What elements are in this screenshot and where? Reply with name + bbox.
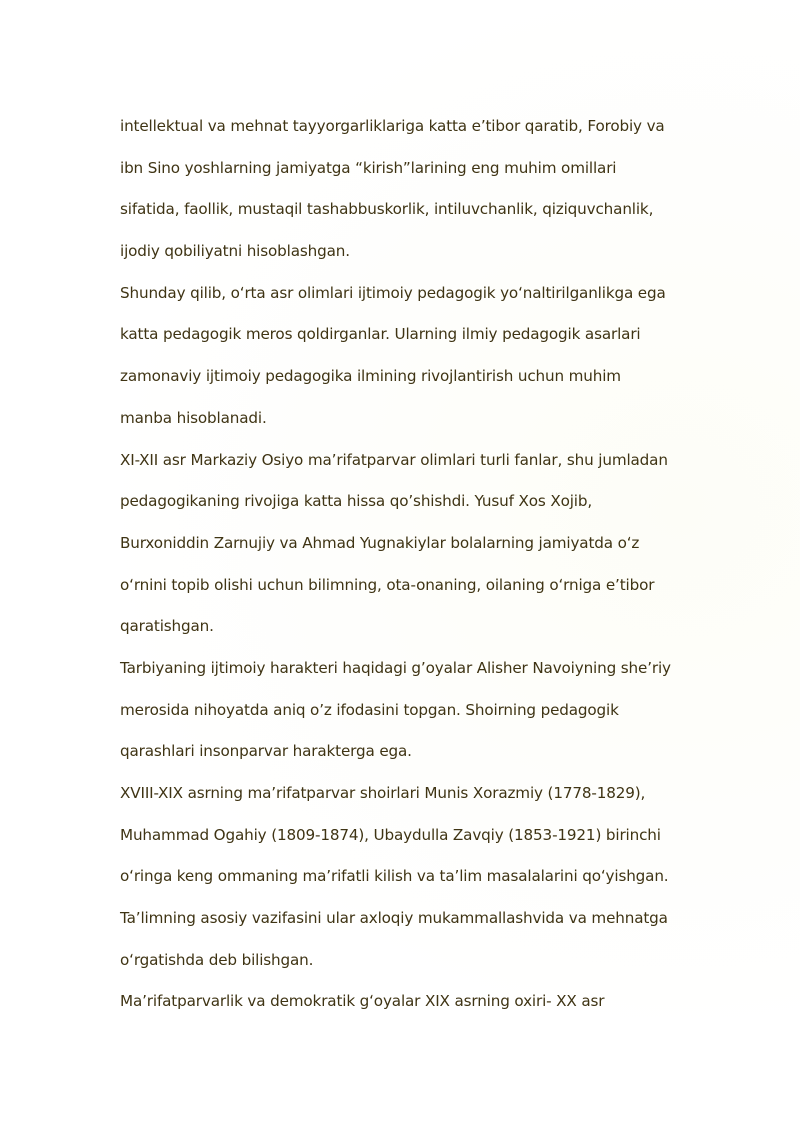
text-line: intellektual va mehnat tayyorgarliklariga katta e’tibor qaratib, Forobiy va [120, 117, 665, 135]
body-text [120, 112, 720, 1029]
text-line: Ma’rifatparvarlik va demokratik gʻoyalar XIX asrning oxiri- XX asr [120, 992, 605, 1011]
text-line: pedagogikaning rivojiga katta hissa qo’shishdi. Yusuf Xos Xojib, [120, 492, 593, 511]
text-line: Shunday qilib, oʻrta asr olimlari ijtimoiy pedagogik yoʻnaltirilganlikga ega [120, 283, 666, 302]
text-line: sifatida, faollik, mustaqil tashabbuskorlik, intiluvchanlik, qiziquvchanlik, [120, 200, 654, 219]
text-line: ibn Sino yoshlarning jamiyatga “kirish”larining eng muhim omillari [120, 158, 617, 177]
text-line: oʻrgatishda deb bilishgan. [120, 950, 314, 969]
text-line: oʻringa keng ommaning ma’rifatli kilish va ta’lim masalalarini qoʻyishgan. [120, 867, 669, 886]
text-line: qaratishgan. [120, 617, 214, 636]
text-line: XVIII-XIX asrning ma’rifatparvar shoirlari Munis Xorazmiy (1778-1829), [120, 784, 646, 802]
text-line: oʻrnini topib olishi uchun bilimning, ota-onaning, oilaning oʻrniga e’tibor [120, 575, 655, 594]
text-line: qarashlari insonparvar harakterga ega. [120, 742, 412, 761]
text-line: katta pedagogik meros qoldirganlar. Ularning ilmiy pedagogik asarlari [120, 325, 641, 344]
text-line: manba hisoblanadi. [120, 408, 267, 427]
text-line: zamonaviy ijtimoiy pedagogika ilmining rivojlantirish uchun muhim [120, 367, 621, 386]
text-line: Burxoniddin Zarnujiy va Ahmad Yugnakiylar bolalarning jamiyatda oʻz [120, 533, 640, 552]
text-line: Tarbiyaning ijtimoiy harakteri haqidagi g’oyalar Alisher Navoiyning she’riy [120, 658, 671, 677]
text-line: Muhammad Ogahiy (1809-1874), Ubaydulla Zavqiy (1853-1921) birinchi [120, 825, 661, 844]
text-line: XI-XII asr Markaziy Osiyo ma’rifatparvar olimlari turli fanlar, shu jumladan [120, 450, 668, 469]
text-line: merosida nihoyatda aniq o’z ifodasini topgan. Shoirning pedagogik [120, 700, 619, 719]
text-line: ijodiy qobiliyatni hisoblashgan. [120, 242, 350, 261]
text-line: Ta’limning asosiy vazifasini ular axloqiy mukammallashvida va mehnatga [120, 909, 668, 928]
